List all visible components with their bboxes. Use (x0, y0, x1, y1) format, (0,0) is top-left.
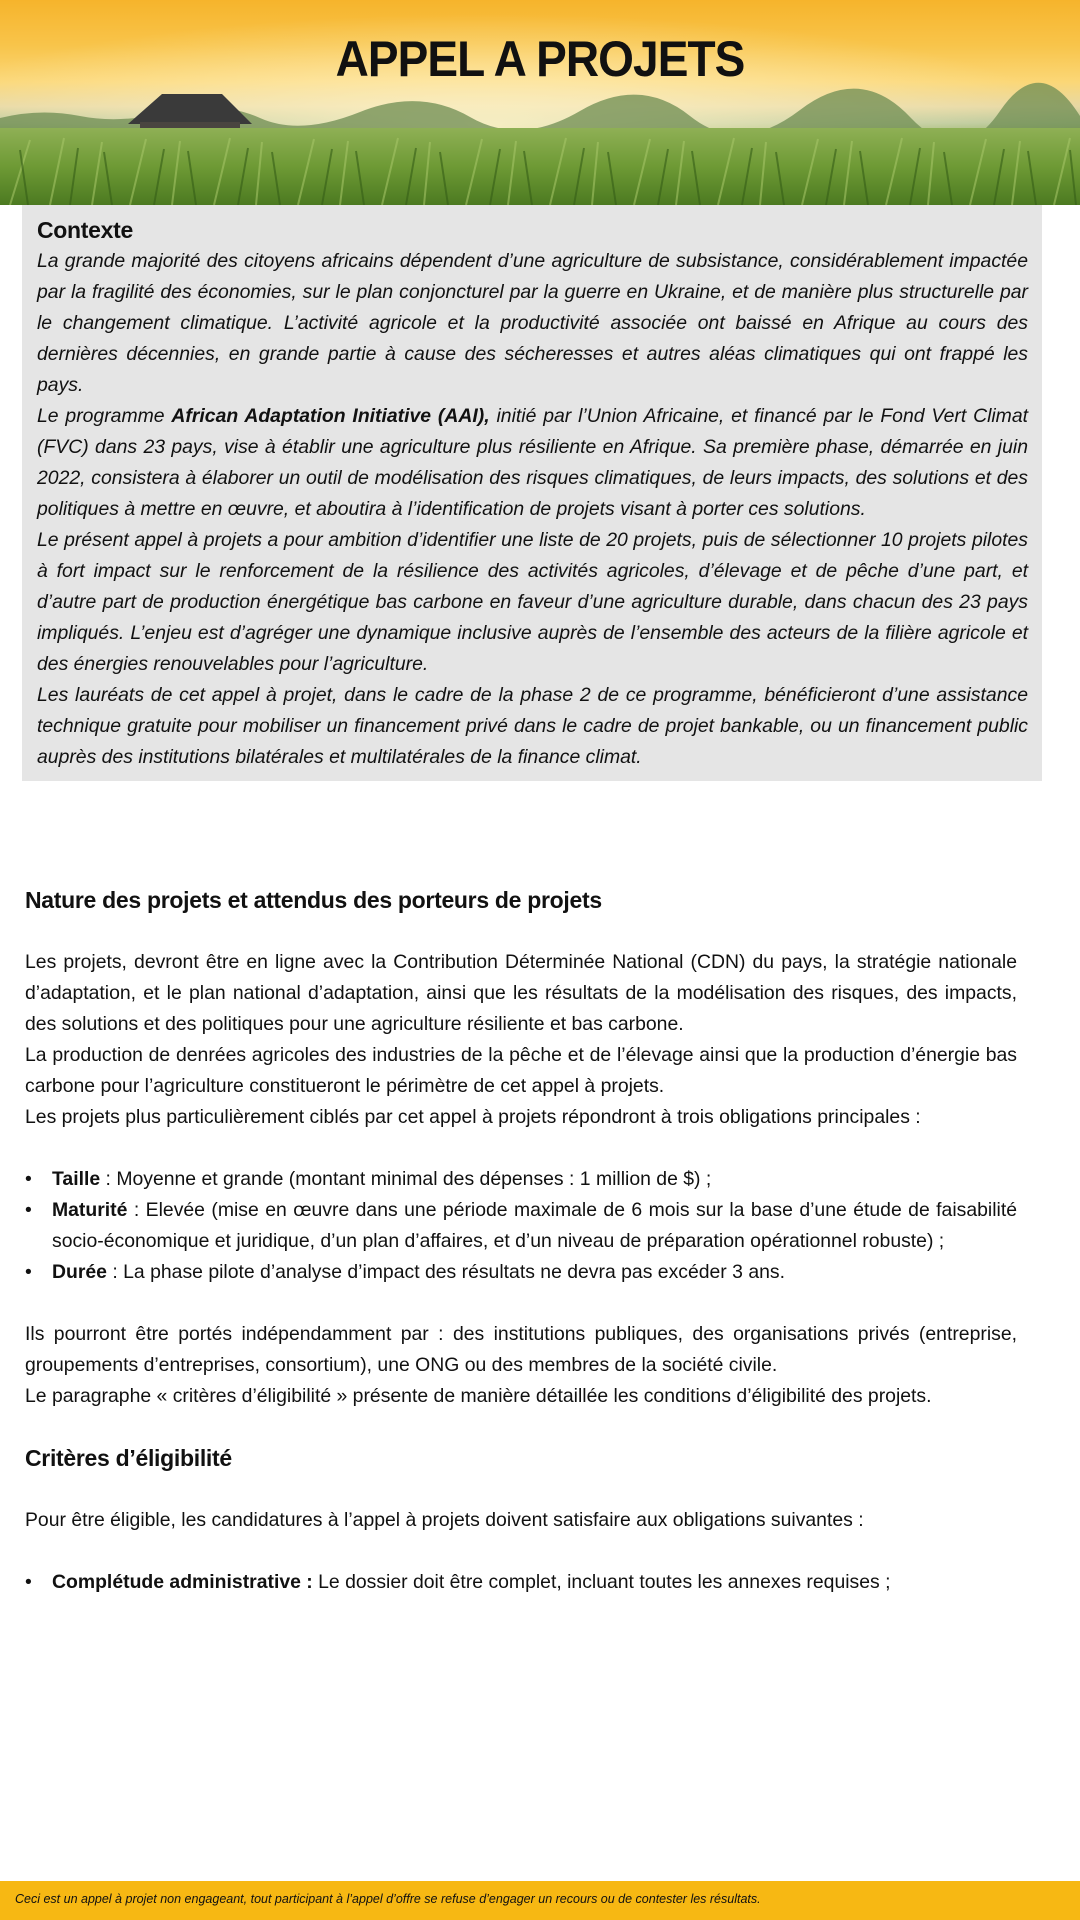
list-item-label: Complétude administrative : (52, 1571, 313, 1593)
context-paragraph-2-prefix: Le programme (37, 405, 172, 427)
context-paragraph-3: Le présent appel à projets a pour ambition d’identifier une liste de 20 projets, puis de sélectionner 10 projets pilotes à fort impact sur le renforcement de la résilience des activités agricoles, d’élevage et de pêche d’une part, et d’autre part de production énergétique bas carbone en faveur d’une agriculture durable, dans chacun des 23 pays impliqués. L’enjeu est d’agréger une dynamique inclusive auprès de l’ensemble des acteurs de la filière agricole et des énergies renouvelables pour l’agriculture. (37, 529, 1028, 675)
criteria-list (25, 1567, 1017, 1598)
context-paragraph-4: Les lauréats de cet appel à projet, dans le cadre de la phase 2 de ce programme, bénéficieront d’une assistance technique gratuite pour mobiliser un financement privé dans le cadre de projet bankable, ou un financement public auprès des institutions bilatérales et multilatérales de la finance climat. (37, 684, 1028, 768)
nature-paragraph-5: Le paragraphe « critères d’éligibilité » présente de manière détaillée les conditions d’éligibilité des projets. (25, 1385, 932, 1407)
criteria-intro: Pour être éligible, les candidatures à l’appel à projets doivent satisfaire aux obligations suivantes : (25, 1509, 864, 1531)
context-paragraph-1: La grande majorité des citoyens africains dépendent d’une agriculture de subsistance, considérablement impactée par la fragilité des économies, sur le plan conjoncturel par la guerre en Ukraine, et de manière plus structurelle par le changement climatique. L’activité agricole et la productivité associée ont baissé en Afrique au cours des dernières décennies, en grande partie à cause des sécheresses et autres aléas climatiques qui ont frappé les pays. (37, 250, 1028, 396)
criteria-heading: Critères d’éligibilité (25, 1445, 232, 1471)
context-paragraph-2-rest: initié par l’Union Africaine, et financé par le Fond Vert Climat (FVC) dans 23 pays, vise à établir une agriculture plus résiliente en Afrique. Sa première phase, démarrée en juin 2022, consistera à élaborer un outil de modélisation des risques climatiques, de leurs impacts, des solutions et des politiques à mettre en œuvre, et aboutira à l’identification de projets visant à porter ces solutions. (37, 405, 1029, 520)
bullet-icon: • (25, 1571, 32, 1593)
disclaimer-text: Ceci est un appel à projet non engageant, tout participant à l’appel d’offre se refuse d’engager un recours ou de contester les résultats. (15, 1892, 761, 1906)
list-item-label: Taille (52, 1168, 101, 1190)
obligations-list (25, 1164, 1017, 1288)
program-name: African Adaptation Initiative (AAI), (171, 405, 490, 427)
bullet-icon: • (25, 1168, 32, 1190)
list-item (25, 1567, 1017, 1598)
disclaimer-footer (0, 1881, 1080, 1920)
context-section (22, 205, 1042, 781)
list-item-text: La phase pilote d’analyse d’impact des résultats ne devra pas excéder 3 ans. (123, 1261, 785, 1283)
bullet-icon: • (25, 1199, 32, 1221)
list-item-text: Le dossier doit être complet, incluant toutes les annexes requises ; (318, 1571, 891, 1593)
header-banner (0, 0, 1080, 205)
list-item-label: Maturité (52, 1199, 128, 1221)
list-item-text: Moyenne et grande (montant minimal des dépenses : 1 million de $) ; (116, 1168, 712, 1190)
nature-paragraph-2: La production de denrées agricoles des industries de la pêche et de l’élevage ainsi que la production d’énergie bas carbone pour l’agriculture constitueront le périmètre de cet appel à projets. (25, 1044, 1017, 1097)
nature-paragraph-3: Les projets plus particulièrement ciblés par cet appel à projets répondront à trois obligations principales : (25, 1106, 921, 1128)
nature-paragraph-4: Ils pourront être portés indépendamment par : des institutions publiques, des organisations privés (entreprise, groupements d’entreprises, consortium), une ONG ou des membres de la société civile. (25, 1323, 1017, 1376)
nature-paragraph-1: Les projets, devront être en ligne avec la Contribution Déterminée National (CDN) du pays, la stratégie nationale d’adaptation, et le plan national d’adaptation, ainsi que les résultats de la modélisation des risques, des impacts, des solutions et des politiques pour une agriculture résiliente et bas carbone. (25, 951, 1017, 1035)
page-title: APPEL A PROJETS (335, 31, 745, 87)
list-item: • Taille : Moyenne et grande (montant minimal des dépenses : 1 million de $) ; (25, 1164, 1017, 1195)
list-item-text: Elevée (mise en œuvre dans une période maximale de 6 mois sur la base d’une étude de faisabilité socio-économique et juridique, d’un plan d’affaires, et d’un niveau de préparation opérationnel robuste) ; (52, 1199, 1017, 1252)
list-item-label: Durée (52, 1261, 107, 1283)
main-content (25, 885, 1017, 1598)
list-item: • Maturité : Elevée (mise en œuvre dans une période maximale de 6 mois sur la base d’une étude de faisabilité socio-économique et juridique, d’un plan d’affaires, et d’un niveau de préparation opérationnel robuste) ; (25, 1195, 1017, 1257)
nature-heading: Nature des projets et attendus des porteurs de projets (25, 887, 602, 913)
context-paragraph-2 (37, 401, 1028, 525)
list-item: • Durée : La phase pilote d’analyse d’impact des résultats ne devra pas excéder 3 ans. (25, 1257, 1017, 1288)
bullet-icon: • (25, 1261, 32, 1283)
context-heading: Contexte (37, 217, 134, 243)
